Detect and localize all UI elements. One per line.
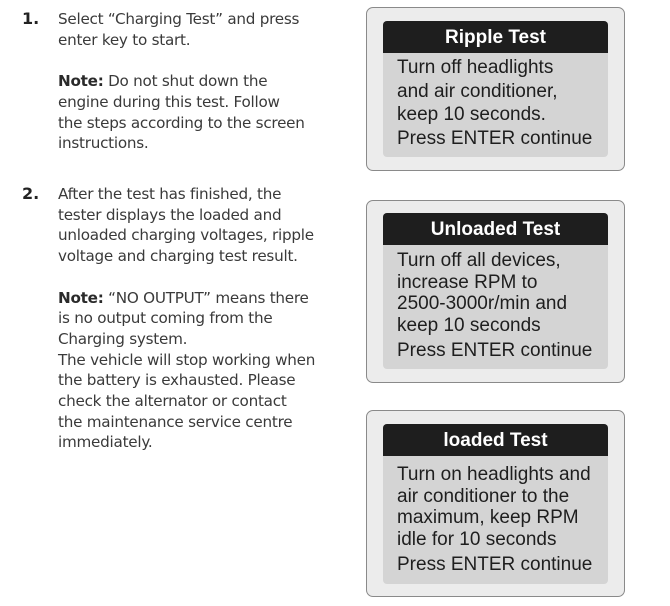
- screen-line: keep 10 seconds.: [397, 104, 546, 125]
- step-note: [58, 288, 358, 454]
- note-label: Note:: [58, 72, 104, 91]
- screen-line: maximum, keep RPM: [397, 507, 579, 528]
- text-line: instructions.: [58, 134, 149, 153]
- press-enter-prompt: Press ENTER continue: [397, 340, 593, 361]
- text-line: Charging system.: [58, 329, 188, 348]
- text-line: is no output coming from the: [58, 309, 273, 328]
- screen-line: air conditioner to the: [397, 485, 570, 507]
- text-line: the steps according to the screen: [58, 113, 305, 132]
- step-number: 1.: [22, 9, 40, 28]
- screen-body: [383, 245, 608, 362]
- text-line: Do not shut down the: [103, 72, 268, 91]
- text-line: the battery is exhausted. Please: [58, 371, 296, 390]
- step-body: [58, 184, 358, 453]
- screen-line: idle for 10 seconds: [397, 528, 557, 550]
- text-line: The vehicle will stop working when: [58, 350, 316, 369]
- text-line: engine during this test. Follow: [58, 92, 280, 111]
- text-line: tester displays the loaded and: [58, 205, 282, 224]
- screen-title: Ripple Test: [383, 21, 608, 53]
- text-line: check the alternator or contact: [58, 392, 287, 411]
- screen-line: Turn on headlights and: [397, 464, 591, 485]
- step-body: [58, 9, 358, 154]
- screen-line: keep 10 seconds: [397, 314, 541, 336]
- note-label: Note:: [58, 288, 104, 307]
- screen-line: 2500-3000r/min and: [397, 293, 568, 314]
- text-line: Select “Charging Test” and press: [58, 10, 300, 28]
- screen-body: [383, 456, 608, 576]
- screen-body: [383, 53, 608, 150]
- screen-line: and air conditioner,: [397, 80, 558, 102]
- device-screen-unloaded-test: [366, 200, 625, 383]
- step-text: [58, 184, 358, 267]
- step-text: [58, 9, 358, 50]
- screen-line: increase RPM to: [397, 271, 538, 293]
- screen-title: Unloaded Test: [383, 213, 608, 245]
- text-line: enter key to start.: [58, 30, 191, 49]
- screen-line: Turn off all devices,: [397, 250, 561, 271]
- device-screen-ripple-test: [366, 7, 625, 171]
- text-line: the maintenance service centre: [58, 412, 293, 431]
- text-line: After the test has finished, the: [58, 185, 282, 203]
- press-enter-prompt: Press ENTER continue: [397, 127, 593, 149]
- screen-line: Turn off headlights: [397, 57, 554, 78]
- text-line: unloaded charging voltages, ripple: [58, 226, 314, 245]
- text-line: voltage and charging test result.: [58, 247, 298, 266]
- step-number: 2.: [22, 184, 40, 203]
- step-note: [58, 71, 358, 154]
- lcd-screen: [383, 424, 608, 584]
- text-line: “NO OUTPUT” means there: [103, 288, 309, 307]
- lcd-screen: [383, 21, 608, 157]
- press-enter-prompt: Press ENTER continue: [397, 554, 593, 575]
- device-screen-loaded-test: [366, 410, 625, 597]
- text-line: immediately.: [58, 433, 153, 452]
- screen-title: loaded Test: [383, 424, 608, 456]
- lcd-screen: [383, 213, 608, 369]
